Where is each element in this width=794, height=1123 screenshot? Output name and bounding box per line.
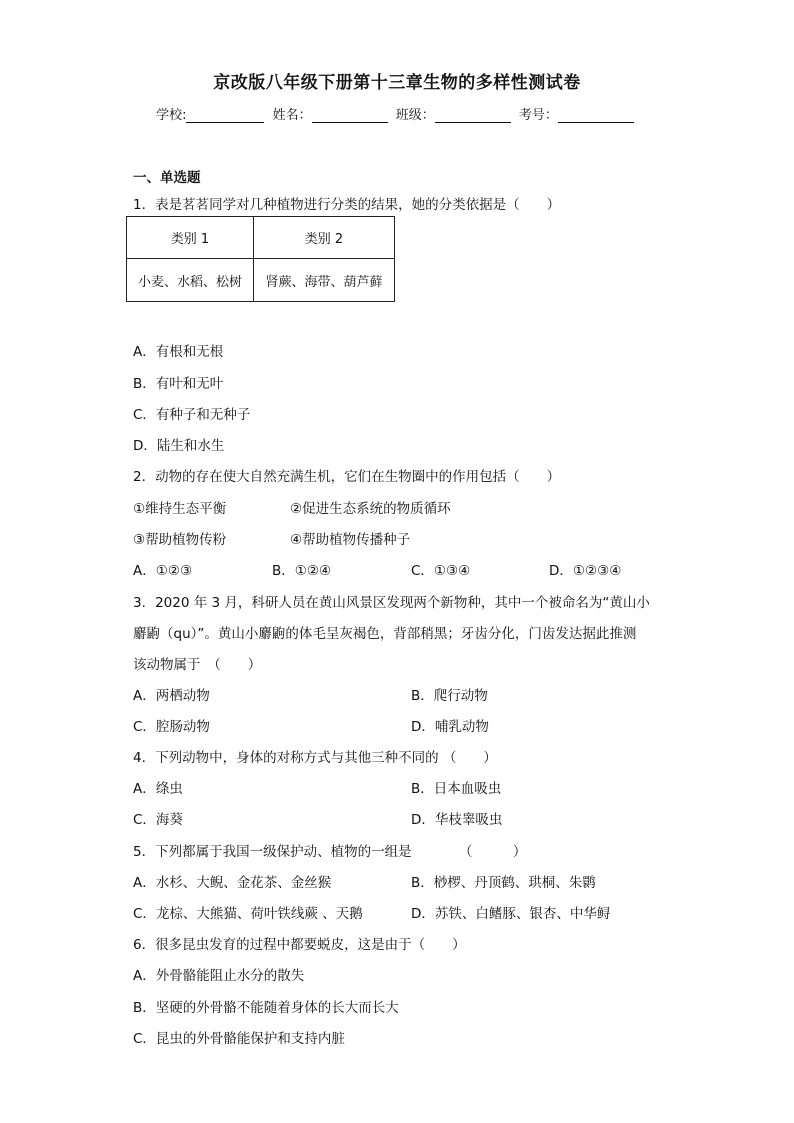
student-info-row — [0, 104, 794, 123]
question-2-stem: 2．动物的存在使大自然充满生机，它们在生物圈中的作用包括（ ） — [133, 469, 561, 485]
option-c[interactable]: C．龙棕、大熊猫、荷叶铁线蕨 、天鹅 — [133, 906, 363, 922]
option-c[interactable]: C．①③④ — [411, 563, 471, 579]
option-b[interactable]: B．①②④ — [272, 563, 332, 579]
option-a[interactable]: A．绦虫 — [133, 781, 183, 797]
option-a[interactable]: A．有根和无根 — [133, 344, 224, 360]
option-c[interactable]: C．有种子和无种子 — [133, 407, 251, 423]
option-a[interactable]: A．外骨骼能阻止水分的散失 — [133, 968, 305, 984]
option-a[interactable]: A．水杉、大鲵、金花茶、金丝猴 — [133, 875, 332, 891]
option-a[interactable]: A．①②③ — [133, 563, 193, 579]
school-blank[interactable] — [186, 108, 264, 123]
option-b[interactable]: B．日本血吸虫 — [411, 781, 502, 797]
option-d[interactable]: D．苏铁、白鳍豚、银杏、中华鲟 — [411, 906, 611, 922]
classification-table — [126, 216, 395, 302]
name-label: 姓名： — [272, 108, 312, 123]
section-heading: 一、单选题 — [133, 170, 201, 186]
table-header-cell: 类别 1 — [127, 217, 254, 259]
question-3-line-2: 麝鼩（qu）”。黄山小麝鼩的体毛呈灰褐色，背部稍黑；牙齿分化，门齿发达据此推测 — [133, 626, 637, 642]
option-b[interactable]: B．桫椤、丹顶鹤、珙桐、朱鹮 — [411, 875, 596, 891]
option-b[interactable]: B．坚硬的外骨骼不能随着身体的长大而长大 — [133, 1000, 399, 1016]
option-d[interactable]: D．华枝睾吸虫 — [411, 812, 503, 828]
table-cell: 小麦、水稻、松树 — [127, 259, 254, 302]
class-label: 班级： — [395, 108, 435, 123]
option-c[interactable]: C．昆虫的外骨骼能保护和支持内脏 — [133, 1031, 345, 1047]
option-c[interactable]: C．海葵 — [133, 812, 183, 828]
statement-item: ④帮助植物传播种子 — [290, 532, 411, 548]
question-3-line-1: 3．2020 年 3 月，科研人员在黄山风景区发现两个新物种，其中一个被命名为“黄山小 — [133, 595, 650, 611]
question-3-line-3: 该动物属于 （ ） — [133, 657, 262, 673]
option-b[interactable]: B．有叶和无叶 — [133, 376, 224, 392]
school-label: 学校: — [156, 108, 187, 123]
statement-item: ②促进生态系统的物质循环 — [290, 501, 451, 517]
option-d[interactable]: D．哺乳动物 — [411, 719, 489, 735]
class-blank[interactable] — [435, 108, 511, 123]
number-blank[interactable] — [558, 108, 634, 123]
option-d[interactable]: D．陆生和水生 — [133, 438, 225, 454]
question-1-stem: 1．表是茗茗同学对几种植物进行分类的结果，她的分类依据是（ ） — [133, 197, 561, 213]
question-5-stem: 5．下列都属于我国一级保护动、植物的一组是 （ ） — [133, 844, 527, 860]
statement-item: ③帮助植物传粉 — [133, 532, 227, 548]
table-cell: 肾蕨、海带、葫芦藓 — [254, 259, 395, 302]
name-blank[interactable] — [312, 108, 388, 123]
option-d[interactable]: D．①②③④ — [549, 563, 622, 579]
question-6-stem: 6．很多昆虫发育的过程中都要蜕皮，这是由于（ ） — [133, 937, 466, 953]
table-header-cell: 类别 2 — [254, 217, 395, 259]
number-label: 考号： — [518, 108, 558, 123]
option-b[interactable]: B．爬行动物 — [411, 688, 488, 704]
question-4-stem: 4．下列动物中，身体的对称方式与其他三种不同的 （ ） — [133, 750, 497, 766]
option-a[interactable]: A．两栖动物 — [133, 688, 210, 704]
statement-item: ①维持生态平衡 — [133, 501, 227, 517]
option-c[interactable]: C．腔肠动物 — [133, 719, 210, 735]
page-title: 京改版八年级下册第十三章生物的多样性测试卷 — [213, 73, 581, 93]
